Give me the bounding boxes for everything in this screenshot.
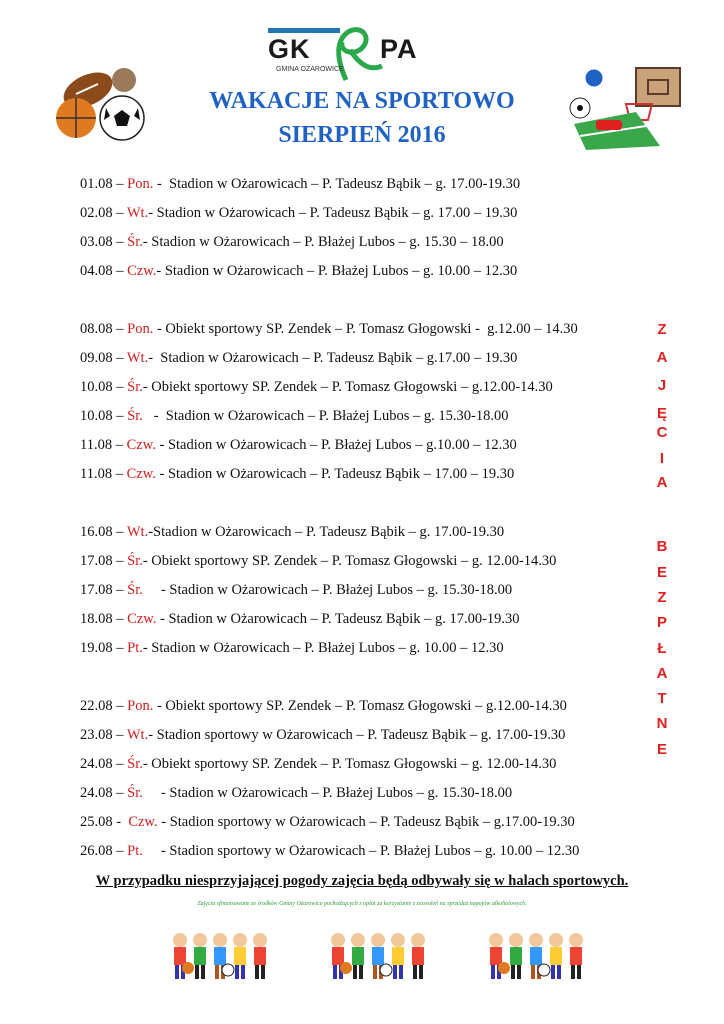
row-details: - Stadion w Ożarowicach – P. Błażej Lubos – g. 15.30-18.00 [142, 785, 513, 801]
row-details: - Obiekt sportowy SP. Zendek – P. Tomasz Głogowski – g.12.00-14.30 [153, 698, 567, 714]
schedule-row [80, 611, 520, 628]
row-details: - Stadion w Ożarowicach – P. Błażej Lubos – g. 15.30-18.00 [142, 582, 513, 598]
logo-right-text: PA [380, 34, 418, 64]
schedule-row [80, 408, 509, 425]
row-details: - Stadion w Ożarowicach – P. Błażej Lubos – g. 15.30-18.00 [142, 408, 509, 424]
row-day: Wt. [126, 727, 149, 743]
row-date: 01.08 – [80, 176, 128, 192]
schedule-row [80, 234, 504, 251]
row-day: Wt. [126, 205, 149, 221]
row-day: Czw. [128, 814, 158, 830]
row-date: 04.08 – [80, 263, 128, 279]
schedule-row [80, 205, 517, 222]
logo-ribbon-icon [328, 22, 384, 86]
row-date: 16.08 – [80, 524, 127, 540]
schedule-row [80, 814, 575, 831]
row-date: 23.08 – [80, 727, 127, 743]
row-day: Czw. [126, 466, 156, 482]
row-date: 24.08 – [80, 756, 128, 772]
gkrpa-logo [260, 22, 440, 86]
schedule-row [80, 843, 579, 860]
schedule-row [80, 263, 517, 280]
row-day: Pon. [127, 321, 154, 337]
weather-notice: W przypadku niesprzyjającej pogody zajęcia będą odbywały się w halach sportowych. [95, 873, 629, 889]
side-letter: Z [657, 589, 667, 606]
side-letter: I [659, 450, 665, 467]
page-subtitle: SIERPIEŃ 2016 [278, 122, 446, 148]
side-letter: B [656, 538, 668, 555]
schedule-row [80, 553, 556, 570]
row-date: 24.08 – [80, 785, 128, 801]
schedule-row [80, 321, 578, 338]
row-date: 09.08 – [80, 350, 127, 366]
row-details: - Stadion w Ożarowicach – P. Tadeusz Bąbik – g. 17.00-19.30 [156, 611, 520, 627]
row-details: - Stadion sportowy w Ożarowicach – P. Tadeusz Bąbik – g.17.00-19.30 [157, 814, 575, 830]
row-details: - Obiekt sportowy SP. Zendek – P. Tomasz Głogowski – g. 12.00-14.30 [142, 553, 557, 569]
side-letter: Ł [657, 640, 667, 657]
schedule-row [80, 756, 556, 773]
row-day: Śr. [127, 785, 143, 801]
row-day: Czw. [127, 611, 157, 627]
row-details: - Obiekt sportowy SP. Zendek – P. Tomasz Głogowski – g. 12.00-14.30 [142, 756, 557, 772]
schedule-row [80, 379, 553, 396]
row-details: - Stadion sportowy w Ożarowicach – P. Błażej Lubos – g. 10.00 – 12.30 [142, 843, 580, 859]
row-day: Pt. [127, 843, 143, 859]
row-date: 03.08 – [80, 234, 128, 250]
row-day: Śr. [127, 553, 143, 569]
side-letter: Ę [656, 405, 667, 422]
row-date: 26.08 – [80, 843, 128, 859]
kids-illustration [168, 930, 618, 986]
schedule-row [80, 727, 565, 744]
row-date: 10.08 – [80, 408, 128, 424]
row-day: Śr. [127, 408, 143, 424]
row-day: Śr. [127, 379, 143, 395]
row-day: Pt. [127, 640, 143, 656]
side-letter: E [656, 564, 667, 581]
row-details: - Stadion w Ożarowicach – P. Błażej Lubos – g.10.00 – 12.30 [155, 437, 517, 453]
row-details: - Stadion w Ożarowicach – P. Błażej Lubos – g. 10.00 – 12.30 [142, 640, 504, 656]
schedule-row [80, 466, 514, 483]
row-day: Wt. [126, 350, 149, 366]
row-day: Wt. [126, 524, 149, 540]
row-date: 10.08 – [80, 379, 128, 395]
row-details: -Stadion w Ożarowicach – P. Tadeusz Bąbik – g. 17.00-19.30 [148, 524, 505, 540]
row-date: 02.08 – [80, 205, 127, 221]
schedule-row [80, 524, 504, 541]
side-letter: E [656, 741, 667, 758]
row-date: 19.08 – [80, 640, 128, 656]
row-details: - Stadion w Ożarowicach – P. Tadeusz Bąbik – g.17.00 – 19.30 [148, 350, 518, 366]
schedule-row [80, 350, 517, 367]
side-letter: A [656, 349, 668, 366]
side-letter: J [657, 377, 667, 394]
side-letter: N [656, 715, 668, 732]
schedule-row [80, 640, 504, 657]
row-details: - Stadion w Ożarowicach – P. Tadeusz Bąbik – g. 17.00 – 19.30 [148, 205, 518, 221]
side-letter: P [656, 614, 667, 631]
schedule-row [80, 437, 517, 454]
side-letter: T [657, 690, 667, 707]
row-date: 17.08 – [80, 553, 128, 569]
row-date: 18.08 – [80, 611, 128, 627]
row-date: 11.08 – [80, 466, 127, 482]
schedule-row [80, 785, 512, 802]
row-details: - Obiekt sportowy SP. Zendek – P. Tomasz Głogowski - g.12.00 – 14.30 [153, 321, 578, 337]
row-day: Pon. [127, 698, 154, 714]
logo-subtitle: GMINA OŻAROWICE [276, 66, 344, 73]
row-details: - Stadion w Ożarowicach – P. Błażej Lubos – g. 15.30 – 18.00 [142, 234, 504, 250]
row-day: Pon. [127, 176, 154, 192]
funding-footnote: Zajęcia sfinansowane ze środków Gminy Ożarowice pochodzących z opłat za korzystanie z zezwoleń na sprzedaż napojów alkoholowych. [197, 901, 527, 907]
row-date: 11.08 – [80, 437, 127, 453]
row-details: - Obiekt sportowy SP. Zendek – P. Tomasz Głogowski – g.12.00-14.30 [142, 379, 553, 395]
row-details: - Stadion w Ożarowicach – P. Błażej Lubos – g. 10.00 – 12.30 [156, 263, 518, 279]
row-date: 17.08 – [80, 582, 128, 598]
side-letter: A [656, 665, 668, 682]
row-date: 22.08 – [80, 698, 128, 714]
side-letter: Z [657, 321, 667, 338]
row-day: Czw. [127, 263, 157, 279]
row-details: - Stadion w Ożarowicach – P. Tadeusz Bąbik – g. 17.00-19.30 [153, 176, 521, 192]
row-details: - Stadion sportowy w Ożarowicach – P. Tadeusz Bąbik – g. 17.00-19.30 [148, 727, 566, 743]
schedule-row [80, 176, 520, 193]
row-details: - Stadion w Ożarowicach – P. Tadeusz Bąbik – 17.00 – 19.30 [155, 466, 515, 482]
row-day: Czw. [126, 437, 156, 453]
schedule-row [80, 698, 567, 715]
logo-left-text: GK [268, 34, 311, 64]
side-letter: A [656, 474, 668, 491]
page-title: WAKACJE NA SPORTOWO [209, 88, 515, 114]
row-date: 25.08 - [80, 814, 129, 830]
row-day: Śr. [127, 582, 143, 598]
side-letter: C [656, 424, 668, 441]
schedule-row [80, 582, 512, 599]
row-day: Śr. [127, 234, 143, 250]
row-day: Śr. [127, 756, 143, 772]
row-date: 08.08 – [80, 321, 128, 337]
